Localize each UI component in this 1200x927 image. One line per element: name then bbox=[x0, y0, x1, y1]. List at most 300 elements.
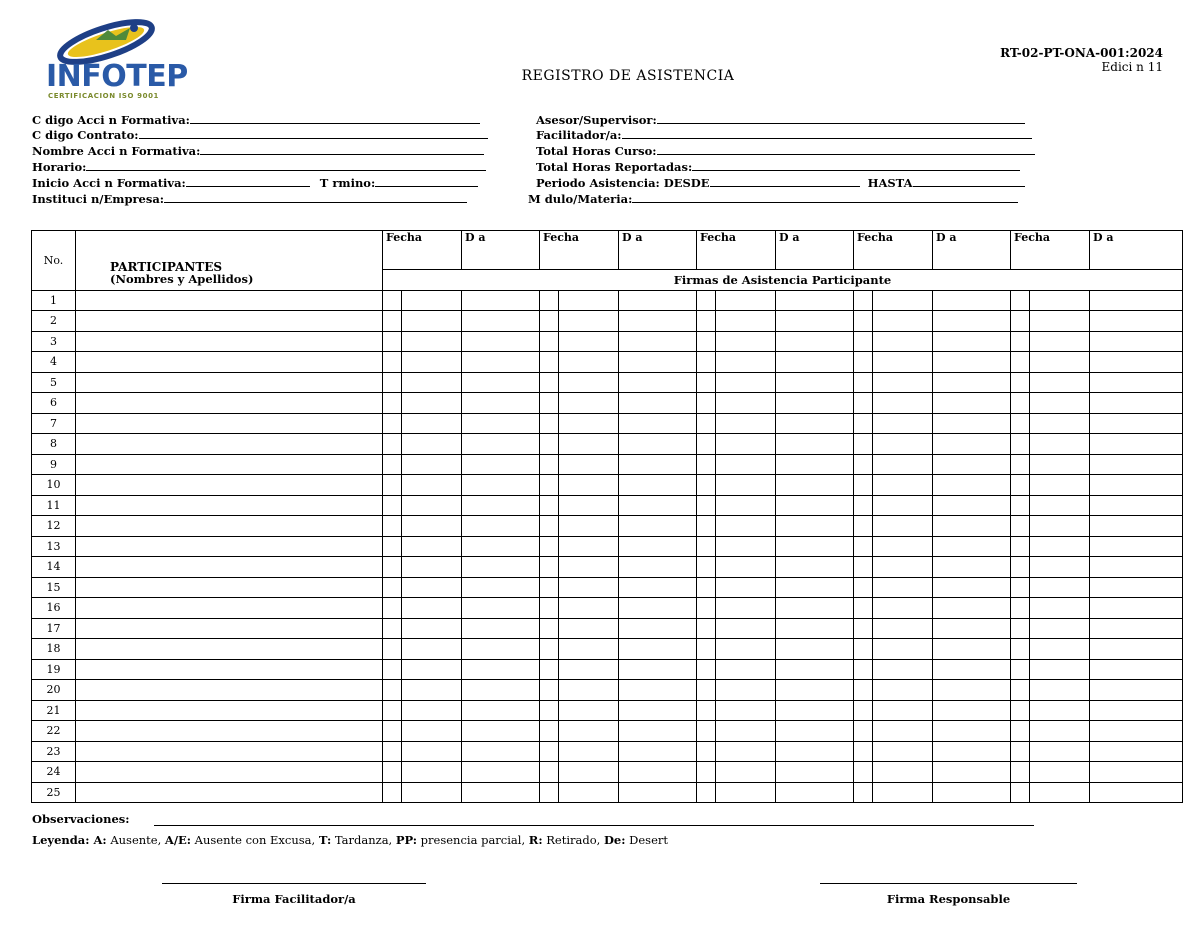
signature-cell[interactable] bbox=[1090, 700, 1183, 721]
signature-cell[interactable] bbox=[854, 290, 873, 311]
signature-cell[interactable] bbox=[383, 762, 402, 783]
signature-cell[interactable] bbox=[462, 782, 540, 803]
signature-cell[interactable] bbox=[383, 454, 402, 475]
participant-name-cell[interactable] bbox=[76, 495, 383, 516]
signature-cell[interactable] bbox=[559, 536, 619, 557]
signature-cell[interactable] bbox=[402, 680, 462, 701]
firma-responsable-line[interactable] bbox=[820, 883, 1077, 884]
signature-cell[interactable] bbox=[854, 536, 873, 557]
participant-name-cell[interactable] bbox=[76, 721, 383, 742]
signature-cell[interactable] bbox=[854, 741, 873, 762]
signature-cell[interactable] bbox=[873, 516, 933, 537]
signature-cell[interactable] bbox=[402, 639, 462, 660]
signature-cell[interactable] bbox=[933, 393, 1011, 414]
signature-cell[interactable] bbox=[383, 516, 402, 537]
signature-cell[interactable] bbox=[1030, 393, 1090, 414]
signature-cell[interactable] bbox=[619, 659, 697, 680]
signature-cell[interactable] bbox=[933, 413, 1011, 434]
signature-cell[interactable] bbox=[402, 741, 462, 762]
participant-name-cell[interactable] bbox=[76, 434, 383, 455]
signature-cell[interactable] bbox=[1011, 290, 1030, 311]
signature-cell[interactable] bbox=[854, 413, 873, 434]
signature-cell[interactable] bbox=[1030, 516, 1090, 537]
signature-cell[interactable] bbox=[559, 495, 619, 516]
signature-cell[interactable] bbox=[383, 495, 402, 516]
signature-cell[interactable] bbox=[854, 721, 873, 742]
signature-cell[interactable] bbox=[1030, 434, 1090, 455]
signature-cell[interactable] bbox=[697, 413, 716, 434]
signature-cell[interactable] bbox=[462, 639, 540, 660]
signature-cell[interactable] bbox=[854, 434, 873, 455]
signature-cell[interactable] bbox=[619, 495, 697, 516]
signature-cell[interactable] bbox=[716, 475, 776, 496]
signature-cell[interactable] bbox=[540, 495, 559, 516]
signature-cell[interactable] bbox=[854, 700, 873, 721]
signature-cell[interactable] bbox=[933, 659, 1011, 680]
field-hasta-line[interactable] bbox=[913, 175, 1025, 187]
signature-cell[interactable] bbox=[619, 290, 697, 311]
signature-cell[interactable] bbox=[1030, 598, 1090, 619]
signature-cell[interactable] bbox=[619, 454, 697, 475]
signature-cell[interactable] bbox=[383, 700, 402, 721]
signature-cell[interactable] bbox=[933, 311, 1011, 332]
signature-cell[interactable] bbox=[776, 557, 854, 578]
signature-cell[interactable] bbox=[933, 352, 1011, 373]
signature-cell[interactable] bbox=[402, 290, 462, 311]
signature-cell[interactable] bbox=[697, 393, 716, 414]
signature-cell[interactable] bbox=[402, 659, 462, 680]
signature-cell[interactable] bbox=[559, 454, 619, 475]
signature-cell[interactable] bbox=[540, 454, 559, 475]
signature-cell[interactable] bbox=[716, 762, 776, 783]
signature-cell[interactable] bbox=[540, 311, 559, 332]
field-codigo-accion-line[interactable] bbox=[190, 112, 480, 124]
signature-cell[interactable] bbox=[383, 290, 402, 311]
signature-cell[interactable] bbox=[559, 782, 619, 803]
signature-cell[interactable] bbox=[559, 311, 619, 332]
signature-cell[interactable] bbox=[1090, 516, 1183, 537]
signature-cell[interactable] bbox=[873, 721, 933, 742]
signature-cell[interactable] bbox=[402, 598, 462, 619]
signature-cell[interactable] bbox=[619, 598, 697, 619]
signature-cell[interactable] bbox=[559, 393, 619, 414]
signature-cell[interactable] bbox=[540, 577, 559, 598]
signature-cell[interactable] bbox=[1090, 639, 1183, 660]
signature-cell[interactable] bbox=[619, 475, 697, 496]
signature-cell[interactable] bbox=[776, 393, 854, 414]
signature-cell[interactable] bbox=[873, 290, 933, 311]
signature-cell[interactable] bbox=[540, 536, 559, 557]
signature-cell[interactable] bbox=[462, 331, 540, 352]
signature-cell[interactable] bbox=[559, 413, 619, 434]
signature-cell[interactable] bbox=[1090, 454, 1183, 475]
participant-name-cell[interactable] bbox=[76, 680, 383, 701]
signature-cell[interactable] bbox=[1030, 331, 1090, 352]
signature-cell[interactable] bbox=[383, 475, 402, 496]
signature-cell[interactable] bbox=[1090, 290, 1183, 311]
signature-cell[interactable] bbox=[716, 434, 776, 455]
signature-cell[interactable] bbox=[933, 372, 1011, 393]
signature-cell[interactable] bbox=[697, 598, 716, 619]
signature-cell[interactable] bbox=[402, 393, 462, 414]
signature-cell[interactable] bbox=[619, 557, 697, 578]
signature-cell[interactable] bbox=[873, 741, 933, 762]
signature-cell[interactable] bbox=[854, 762, 873, 783]
participant-name-cell[interactable] bbox=[76, 639, 383, 660]
signature-cell[interactable] bbox=[716, 598, 776, 619]
signature-cell[interactable] bbox=[933, 331, 1011, 352]
signature-cell[interactable] bbox=[854, 311, 873, 332]
signature-cell[interactable] bbox=[462, 516, 540, 537]
signature-cell[interactable] bbox=[1011, 393, 1030, 414]
signature-cell[interactable] bbox=[873, 639, 933, 660]
signature-cell[interactable] bbox=[716, 372, 776, 393]
signature-cell[interactable] bbox=[540, 721, 559, 742]
observaciones-line[interactable] bbox=[154, 825, 1034, 826]
signature-cell[interactable] bbox=[402, 434, 462, 455]
signature-cell[interactable] bbox=[559, 598, 619, 619]
signature-cell[interactable] bbox=[462, 311, 540, 332]
signature-cell[interactable] bbox=[1090, 331, 1183, 352]
signature-cell[interactable] bbox=[383, 680, 402, 701]
signature-cell[interactable] bbox=[697, 290, 716, 311]
signature-cell[interactable] bbox=[462, 700, 540, 721]
signature-cell[interactable] bbox=[1011, 372, 1030, 393]
signature-cell[interactable] bbox=[462, 454, 540, 475]
field-nombre-accion-line[interactable] bbox=[200, 143, 484, 155]
signature-cell[interactable] bbox=[402, 454, 462, 475]
signature-cell[interactable] bbox=[933, 557, 1011, 578]
signature-cell[interactable] bbox=[383, 413, 402, 434]
signature-cell[interactable] bbox=[716, 557, 776, 578]
signature-cell[interactable] bbox=[1011, 557, 1030, 578]
signature-cell[interactable] bbox=[854, 557, 873, 578]
signature-cell[interactable] bbox=[854, 680, 873, 701]
signature-cell[interactable] bbox=[402, 557, 462, 578]
signature-cell[interactable] bbox=[1011, 352, 1030, 373]
participant-name-cell[interactable] bbox=[76, 393, 383, 414]
signature-cell[interactable] bbox=[462, 577, 540, 598]
signature-cell[interactable] bbox=[1090, 659, 1183, 680]
signature-cell[interactable] bbox=[383, 577, 402, 598]
signature-cell[interactable] bbox=[697, 741, 716, 762]
field-institucion[interactable] bbox=[32, 191, 467, 207]
signature-cell[interactable] bbox=[776, 290, 854, 311]
signature-cell[interactable] bbox=[1030, 659, 1090, 680]
field-inicio-accion-line[interactable] bbox=[186, 175, 310, 187]
signature-cell[interactable] bbox=[854, 372, 873, 393]
participant-name-cell[interactable] bbox=[76, 577, 383, 598]
signature-cell[interactable] bbox=[697, 557, 716, 578]
signature-cell[interactable] bbox=[873, 782, 933, 803]
signature-cell[interactable] bbox=[697, 516, 716, 537]
participant-name-cell[interactable] bbox=[76, 557, 383, 578]
signature-cell[interactable] bbox=[383, 721, 402, 742]
signature-cell[interactable] bbox=[873, 393, 933, 414]
signature-cell[interactable] bbox=[1090, 536, 1183, 557]
signature-cell[interactable] bbox=[1011, 782, 1030, 803]
signature-cell[interactable] bbox=[1011, 311, 1030, 332]
signature-cell[interactable] bbox=[383, 434, 402, 455]
signature-cell[interactable] bbox=[716, 721, 776, 742]
field-institucion-line[interactable] bbox=[164, 191, 467, 203]
signature-cell[interactable] bbox=[873, 577, 933, 598]
signature-cell[interactable] bbox=[619, 700, 697, 721]
participant-name-cell[interactable] bbox=[76, 290, 383, 311]
signature-cell[interactable] bbox=[402, 331, 462, 352]
signature-cell[interactable] bbox=[1011, 495, 1030, 516]
signature-cell[interactable] bbox=[933, 434, 1011, 455]
participant-name-cell[interactable] bbox=[76, 762, 383, 783]
signature-cell[interactable] bbox=[383, 311, 402, 332]
signature-cell[interactable] bbox=[716, 311, 776, 332]
signature-cell[interactable] bbox=[1030, 311, 1090, 332]
signature-cell[interactable] bbox=[873, 680, 933, 701]
signature-cell[interactable] bbox=[854, 352, 873, 373]
participant-name-cell[interactable] bbox=[76, 598, 383, 619]
field-modulo[interactable] bbox=[528, 191, 1018, 207]
signature-cell[interactable] bbox=[559, 721, 619, 742]
signature-cell[interactable] bbox=[776, 577, 854, 598]
signature-cell[interactable] bbox=[462, 413, 540, 434]
signature-cell[interactable] bbox=[1011, 680, 1030, 701]
signature-cell[interactable] bbox=[854, 577, 873, 598]
signature-cell[interactable] bbox=[873, 700, 933, 721]
signature-cell[interactable] bbox=[540, 475, 559, 496]
signature-cell[interactable] bbox=[1090, 311, 1183, 332]
signature-cell[interactable] bbox=[854, 639, 873, 660]
signature-cell[interactable] bbox=[619, 311, 697, 332]
signature-cell[interactable] bbox=[776, 311, 854, 332]
signature-cell[interactable] bbox=[697, 782, 716, 803]
signature-cell[interactable] bbox=[776, 434, 854, 455]
signature-cell[interactable] bbox=[716, 454, 776, 475]
signature-cell[interactable] bbox=[559, 762, 619, 783]
signature-cell[interactable] bbox=[716, 782, 776, 803]
signature-cell[interactable] bbox=[559, 372, 619, 393]
signature-cell[interactable] bbox=[776, 618, 854, 639]
signature-cell[interactable] bbox=[1090, 475, 1183, 496]
signature-cell[interactable] bbox=[619, 680, 697, 701]
signature-cell[interactable] bbox=[776, 741, 854, 762]
field-facilitador-line[interactable] bbox=[622, 127, 1032, 139]
signature-cell[interactable] bbox=[462, 659, 540, 680]
firma-facilitador-line[interactable] bbox=[162, 883, 426, 884]
participant-name-cell[interactable] bbox=[76, 536, 383, 557]
signature-cell[interactable] bbox=[1090, 598, 1183, 619]
field-termino-line[interactable] bbox=[375, 175, 478, 187]
signature-cell[interactable] bbox=[697, 639, 716, 660]
signature-cell[interactable] bbox=[1090, 741, 1183, 762]
participant-name-cell[interactable] bbox=[76, 311, 383, 332]
signature-cell[interactable] bbox=[933, 516, 1011, 537]
signature-cell[interactable] bbox=[559, 352, 619, 373]
signature-cell[interactable] bbox=[716, 516, 776, 537]
signature-cell[interactable] bbox=[854, 475, 873, 496]
field-codigo-contrato[interactable] bbox=[32, 127, 488, 143]
signature-cell[interactable] bbox=[1090, 762, 1183, 783]
signature-cell[interactable] bbox=[402, 536, 462, 557]
signature-cell[interactable] bbox=[933, 639, 1011, 660]
signature-cell[interactable] bbox=[873, 762, 933, 783]
signature-cell[interactable] bbox=[619, 762, 697, 783]
signature-cell[interactable] bbox=[1011, 413, 1030, 434]
signature-cell[interactable] bbox=[873, 557, 933, 578]
signature-cell[interactable] bbox=[383, 782, 402, 803]
signature-cell[interactable] bbox=[697, 311, 716, 332]
signature-cell[interactable] bbox=[1030, 721, 1090, 742]
signature-cell[interactable] bbox=[1030, 536, 1090, 557]
field-codigo-contrato-line[interactable] bbox=[139, 127, 488, 139]
signature-cell[interactable] bbox=[1011, 700, 1030, 721]
signature-cell[interactable] bbox=[1030, 290, 1090, 311]
participant-name-cell[interactable] bbox=[76, 413, 383, 434]
signature-cell[interactable] bbox=[697, 454, 716, 475]
signature-cell[interactable] bbox=[1030, 557, 1090, 578]
signature-cell[interactable] bbox=[697, 495, 716, 516]
participant-name-cell[interactable] bbox=[76, 659, 383, 680]
signature-cell[interactable] bbox=[873, 372, 933, 393]
field-codigo-accion[interactable] bbox=[32, 112, 480, 128]
signature-cell[interactable] bbox=[540, 352, 559, 373]
signature-cell[interactable] bbox=[716, 536, 776, 557]
signature-cell[interactable] bbox=[716, 618, 776, 639]
signature-cell[interactable] bbox=[697, 762, 716, 783]
signature-cell[interactable] bbox=[697, 434, 716, 455]
signature-cell[interactable] bbox=[1030, 475, 1090, 496]
signature-cell[interactable] bbox=[854, 782, 873, 803]
field-total-horas-curso-line[interactable] bbox=[657, 143, 1035, 155]
signature-cell[interactable] bbox=[1090, 577, 1183, 598]
signature-cell[interactable] bbox=[462, 721, 540, 742]
signature-cell[interactable] bbox=[716, 413, 776, 434]
signature-cell[interactable] bbox=[697, 372, 716, 393]
signature-cell[interactable] bbox=[716, 393, 776, 414]
signature-cell[interactable] bbox=[619, 721, 697, 742]
signature-cell[interactable] bbox=[776, 413, 854, 434]
signature-cell[interactable] bbox=[462, 495, 540, 516]
signature-cell[interactable] bbox=[854, 454, 873, 475]
signature-cell[interactable] bbox=[1090, 413, 1183, 434]
signature-cell[interactable] bbox=[619, 393, 697, 414]
signature-cell[interactable] bbox=[873, 454, 933, 475]
signature-cell[interactable] bbox=[697, 618, 716, 639]
participant-name-cell[interactable] bbox=[76, 516, 383, 537]
signature-cell[interactable] bbox=[873, 311, 933, 332]
signature-cell[interactable] bbox=[873, 434, 933, 455]
signature-cell[interactable] bbox=[402, 475, 462, 496]
signature-cell[interactable] bbox=[716, 680, 776, 701]
signature-cell[interactable] bbox=[776, 536, 854, 557]
signature-cell[interactable] bbox=[933, 454, 1011, 475]
signature-cell[interactable] bbox=[1030, 618, 1090, 639]
signature-cell[interactable] bbox=[619, 782, 697, 803]
signature-cell[interactable] bbox=[697, 352, 716, 373]
signature-cell[interactable] bbox=[559, 331, 619, 352]
signature-cell[interactable] bbox=[540, 618, 559, 639]
signature-cell[interactable] bbox=[462, 434, 540, 455]
signature-cell[interactable] bbox=[1090, 434, 1183, 455]
field-nombre-accion[interactable] bbox=[32, 143, 484, 159]
signature-cell[interactable] bbox=[462, 680, 540, 701]
signature-cell[interactable] bbox=[1011, 454, 1030, 475]
signature-cell[interactable] bbox=[462, 290, 540, 311]
signature-cell[interactable] bbox=[697, 680, 716, 701]
signature-cell[interactable] bbox=[1011, 618, 1030, 639]
signature-cell[interactable] bbox=[776, 700, 854, 721]
signature-cell[interactable] bbox=[1090, 352, 1183, 373]
signature-cell[interactable] bbox=[933, 536, 1011, 557]
signature-cell[interactable] bbox=[933, 762, 1011, 783]
field-horario[interactable] bbox=[32, 159, 486, 175]
signature-cell[interactable] bbox=[619, 331, 697, 352]
signature-cell[interactable] bbox=[402, 516, 462, 537]
signature-cell[interactable] bbox=[619, 413, 697, 434]
signature-cell[interactable] bbox=[619, 352, 697, 373]
participant-name-cell[interactable] bbox=[76, 454, 383, 475]
signature-cell[interactable] bbox=[776, 516, 854, 537]
signature-cell[interactable] bbox=[402, 762, 462, 783]
signature-cell[interactable] bbox=[383, 557, 402, 578]
signature-cell[interactable] bbox=[1030, 741, 1090, 762]
signature-cell[interactable] bbox=[559, 680, 619, 701]
signature-cell[interactable] bbox=[933, 495, 1011, 516]
signature-cell[interactable] bbox=[716, 659, 776, 680]
signature-cell[interactable] bbox=[619, 577, 697, 598]
signature-cell[interactable] bbox=[716, 290, 776, 311]
signature-cell[interactable] bbox=[1090, 782, 1183, 803]
signature-cell[interactable] bbox=[776, 639, 854, 660]
signature-cell[interactable] bbox=[776, 721, 854, 742]
signature-cell[interactable] bbox=[383, 536, 402, 557]
participant-name-cell[interactable] bbox=[76, 618, 383, 639]
signature-cell[interactable] bbox=[776, 331, 854, 352]
signature-cell[interactable] bbox=[559, 475, 619, 496]
signature-cell[interactable] bbox=[540, 741, 559, 762]
signature-cell[interactable] bbox=[540, 557, 559, 578]
signature-cell[interactable] bbox=[873, 659, 933, 680]
signature-cell[interactable] bbox=[402, 311, 462, 332]
signature-cell[interactable] bbox=[776, 352, 854, 373]
signature-cell[interactable] bbox=[1090, 618, 1183, 639]
signature-cell[interactable] bbox=[716, 639, 776, 660]
signature-cell[interactable] bbox=[933, 700, 1011, 721]
signature-cell[interactable] bbox=[697, 700, 716, 721]
signature-cell[interactable] bbox=[1030, 454, 1090, 475]
signature-cell[interactable] bbox=[540, 598, 559, 619]
signature-cell[interactable] bbox=[873, 352, 933, 373]
signature-cell[interactable] bbox=[854, 618, 873, 639]
signature-cell[interactable] bbox=[383, 352, 402, 373]
field-total-horas-curso[interactable] bbox=[536, 143, 1035, 159]
signature-cell[interactable] bbox=[1011, 475, 1030, 496]
field-periodo[interactable] bbox=[536, 175, 1025, 191]
signature-cell[interactable] bbox=[697, 659, 716, 680]
signature-cell[interactable] bbox=[462, 393, 540, 414]
signature-cell[interactable] bbox=[854, 659, 873, 680]
signature-cell[interactable] bbox=[540, 659, 559, 680]
signature-cell[interactable] bbox=[462, 762, 540, 783]
participant-name-cell[interactable] bbox=[76, 782, 383, 803]
signature-cell[interactable] bbox=[540, 372, 559, 393]
signature-cell[interactable] bbox=[619, 741, 697, 762]
signature-cell[interactable] bbox=[1011, 659, 1030, 680]
signature-cell[interactable] bbox=[776, 680, 854, 701]
signature-cell[interactable] bbox=[776, 475, 854, 496]
field-total-horas-reportadas-line[interactable] bbox=[692, 159, 1020, 171]
signature-cell[interactable] bbox=[1090, 495, 1183, 516]
signature-cell[interactable] bbox=[933, 721, 1011, 742]
